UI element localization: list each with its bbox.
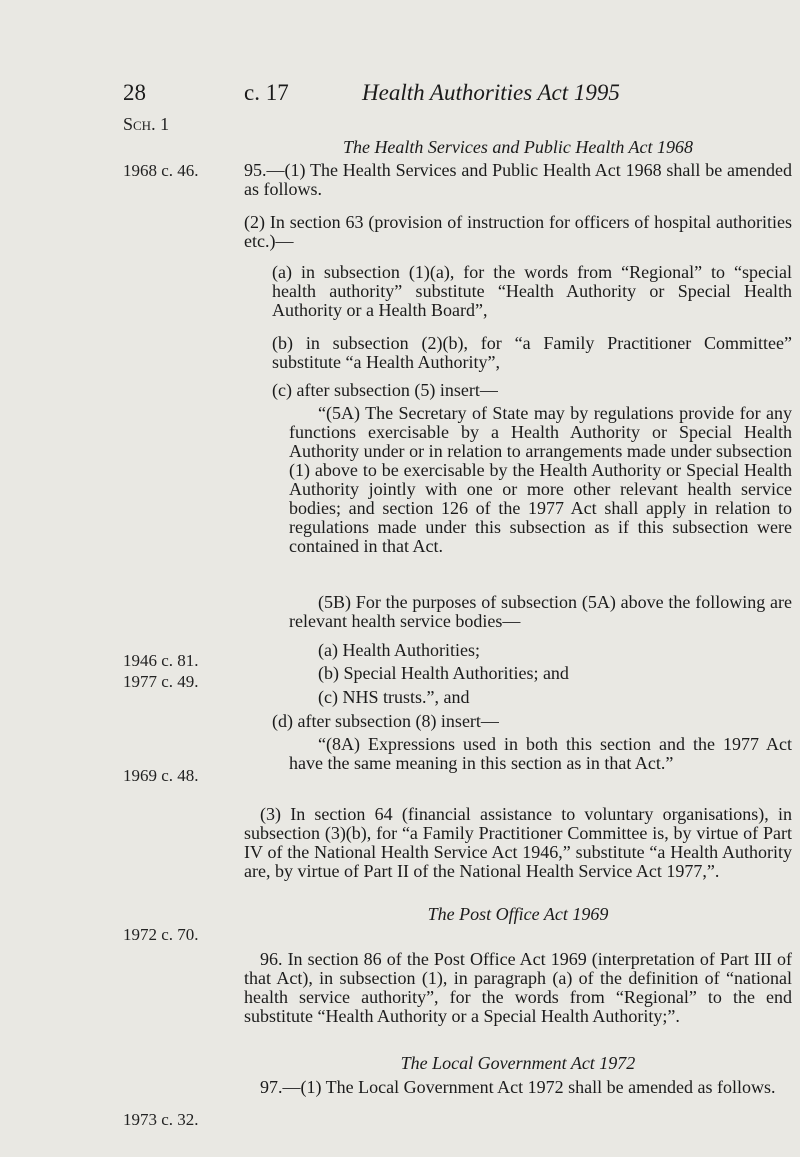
- list-item-text: (b) in subsection (2)(b), for “a Family Practitioner Committee” substitute “a Health Authority”,: [272, 333, 792, 372]
- running-title: Health Authorities Act 1995: [362, 80, 620, 105]
- list-item: [272, 263, 792, 320]
- section-heading: The Health Services and Public Health Act 1968: [342, 137, 694, 157]
- paragraph-text: (3) In section 64 (financial assistance to voluntary organisations), in subsection (3)(b), for “a Family Practitioner Committee is, by virtue of Part IV of the National Health Service Act 1946,” substitute “a Health Authority are, by virtue of Part II of the National Health Service Act 1977,”.: [244, 804, 792, 881]
- paragraph: [244, 161, 792, 199]
- page-number: 28: [123, 80, 146, 105]
- chapter-number: c. 17: [244, 80, 289, 105]
- list-item-text: (a) in subsection (1)(a), for the words from “Regional” to “special health authority” substitute “Health Authority or Special Health Authority or a Health Board”,: [272, 262, 792, 320]
- margin-note: 1968 c. 46.: [123, 161, 199, 180]
- quoted-text: [289, 593, 792, 631]
- margin-note: 1972 c. 70.: [123, 925, 199, 944]
- quoted-text: [289, 735, 792, 773]
- paragraph-text: 96. In section 86 of the Post Office Act 1969 (interpretation of Part III of that Act), in subsection (1), in paragraph (a) of the definition of “national health service authority”, for the words from “Regional” to the end substitute “Health Authority or a Special Health Authority;”.: [244, 949, 792, 1026]
- list-item-text: (a) Health Authorities;: [318, 640, 480, 660]
- paragraph-text: 95.—(1) The Health Services and Public Health Act 1968 shall be amended as follows.: [244, 160, 792, 199]
- list-item-text: (b) Special Health Authorities; and: [318, 663, 569, 683]
- quoted-text-content: “(8A) Expressions used in both this section and the 1977 Act have the same meaning in this section as in that Act.”: [289, 734, 792, 773]
- paragraph: [244, 950, 792, 1026]
- margin-note: 1969 c. 48.: [123, 766, 199, 785]
- margin-note: 1973 c. 32.: [123, 1110, 199, 1129]
- paragraph: [244, 1078, 792, 1097]
- list-item: [318, 688, 788, 707]
- section-heading: The Local Government Act 1972: [400, 1053, 636, 1073]
- quoted-text-content: “(5A) The Secretary of State may by regulations provide for any functions exercisable by a Health Authority or Special Health Authority under or in relation to arrangements made under subsection (1) above to be exercisable by the Health Authority or Special Health Authority jointly with one or more other relevant health service bodies; and section 126 of the 1977 Act shall apply in relation to regulations made under this subsection as if this subsection were contained in that Act.: [289, 403, 792, 556]
- paragraph-text: (2) In section 63 (provision of instruction for officers of hospital authorities etc.)—: [244, 212, 792, 251]
- margin-note: 1946 c. 81.: [123, 651, 199, 670]
- paragraph-text: 97.—(1) The Local Government Act 1972 shall be amended as follows.: [260, 1077, 776, 1097]
- list-item: [318, 664, 788, 683]
- quoted-text: [289, 404, 792, 556]
- list-item-text: (c) NHS trusts.”, and: [318, 687, 470, 707]
- list-item: [272, 334, 792, 372]
- list-item-text: (d) after subsection (8) insert—: [272, 711, 499, 731]
- list-item: [272, 381, 792, 400]
- paragraph: [244, 213, 792, 251]
- schedule-label: Sch. 1: [123, 114, 170, 134]
- quoted-text-content: (5B) For the purposes of subsection (5A) above the following are relevant health service bodies—: [289, 592, 792, 631]
- list-item: [272, 712, 792, 731]
- section-heading: The Post Office Act 1969: [427, 904, 609, 924]
- paragraph: [244, 805, 792, 881]
- list-item: [318, 641, 788, 660]
- list-item-text: (c) after subsection (5) insert—: [272, 380, 498, 400]
- margin-note: 1977 c. 49.: [123, 672, 199, 691]
